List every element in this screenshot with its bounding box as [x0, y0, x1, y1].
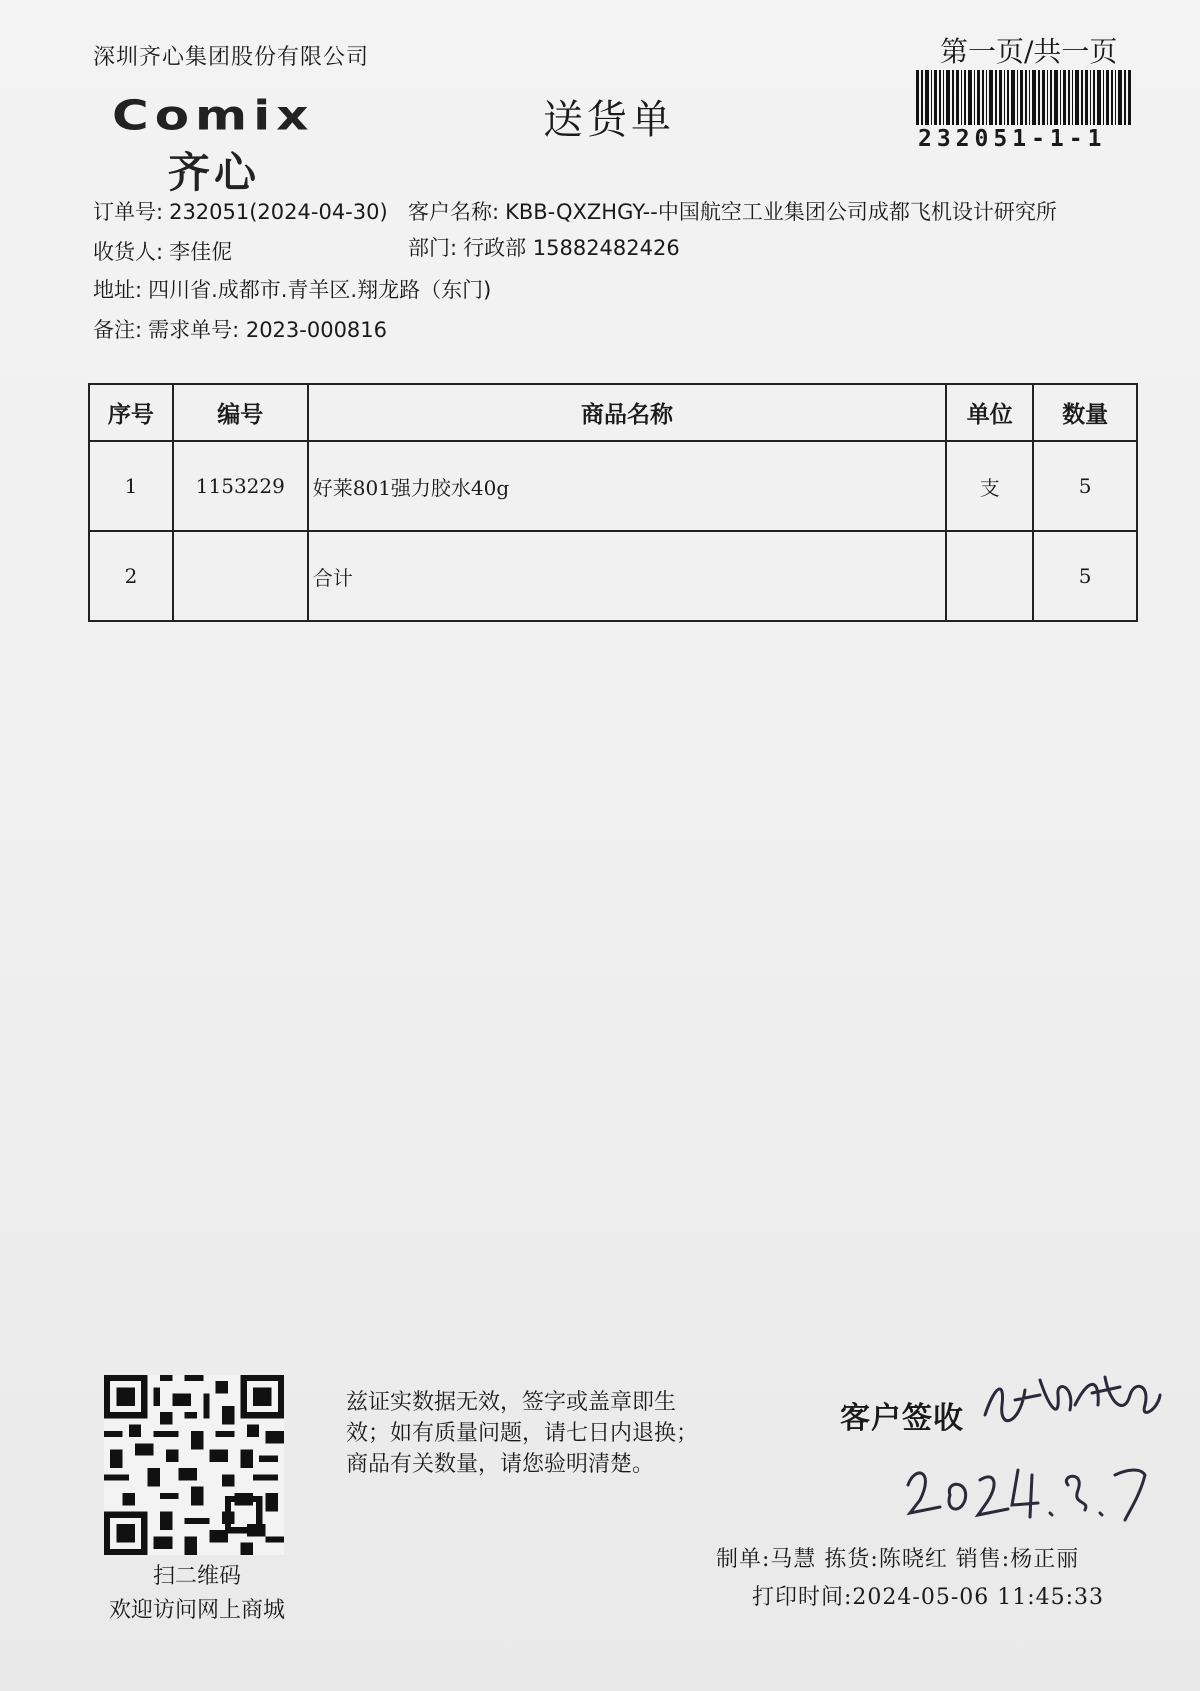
header-code: 编号	[173, 384, 308, 441]
document-title: 送货单	[543, 97, 675, 143]
company-name: 深圳齐心集团股份有限公司	[93, 45, 370, 70]
page-number: 第一页/共一页	[940, 35, 1118, 68]
header-qty: 数量	[1033, 384, 1137, 441]
table-row	[89, 441, 1137, 531]
cell-seq: 1	[89, 441, 173, 531]
table-header-row	[89, 384, 1137, 441]
cell-qty: 5	[1033, 531, 1137, 621]
qr-code-icon	[104, 1375, 284, 1555]
cell-unit: 支	[946, 441, 1033, 531]
cell-seq: 2	[89, 531, 173, 621]
cell-unit	[946, 531, 1033, 621]
department: 部门: 行政部 15882482426	[408, 236, 680, 260]
comix-logo: Comix	[112, 92, 315, 140]
comix-logo-cn: 齐心	[168, 148, 261, 197]
receiver: 收货人: 李佳伲	[93, 240, 233, 264]
header-seq: 序号	[89, 384, 173, 441]
order-number: 订单号: 232051(2024-04-30)	[93, 200, 388, 224]
cell-code	[173, 531, 308, 621]
customer-sign-label: 客户签收	[840, 1401, 964, 1436]
barcode-number: 232051-1-1	[918, 126, 1107, 152]
barcode-icon	[916, 70, 1131, 125]
table-row	[89, 531, 1137, 621]
header-unit: 单位	[946, 384, 1033, 441]
print-time: 打印时间:2024-05-06 11:45:33	[752, 1585, 1105, 1610]
notice-text: 兹证实数据无效，签字或盖章即生 效；如有质量问题，请七日内退换； 商品有关数量，请您验明清楚。	[346, 1390, 699, 1477]
cell-name: 好莱801强力胶水40g	[308, 441, 947, 531]
items-table	[88, 383, 1138, 622]
customer-name: 客户名称: KBB-QXZHGY--中国航空工业集团公司成都飞机设计研究所	[408, 200, 1057, 224]
handwritten-date-icon	[900, 1455, 1160, 1525]
header-name: 商品名称	[308, 384, 947, 441]
qr-caption: 扫二维码 欢迎访问网上商城	[108, 1564, 285, 1623]
staff-info: 制单:马慧 拣货:陈晓红 销售:杨正丽	[716, 1547, 1080, 1572]
signature-icon	[980, 1365, 1165, 1435]
remark: 备注: 需求单号: 2023-000816	[93, 318, 388, 342]
cell-qty: 5	[1033, 441, 1137, 531]
cell-name: 合计	[308, 531, 947, 621]
cell-code: 1153229	[173, 441, 308, 531]
address: 地址: 四川省.成都市.青羊区.翔龙路（东门)	[93, 278, 492, 302]
